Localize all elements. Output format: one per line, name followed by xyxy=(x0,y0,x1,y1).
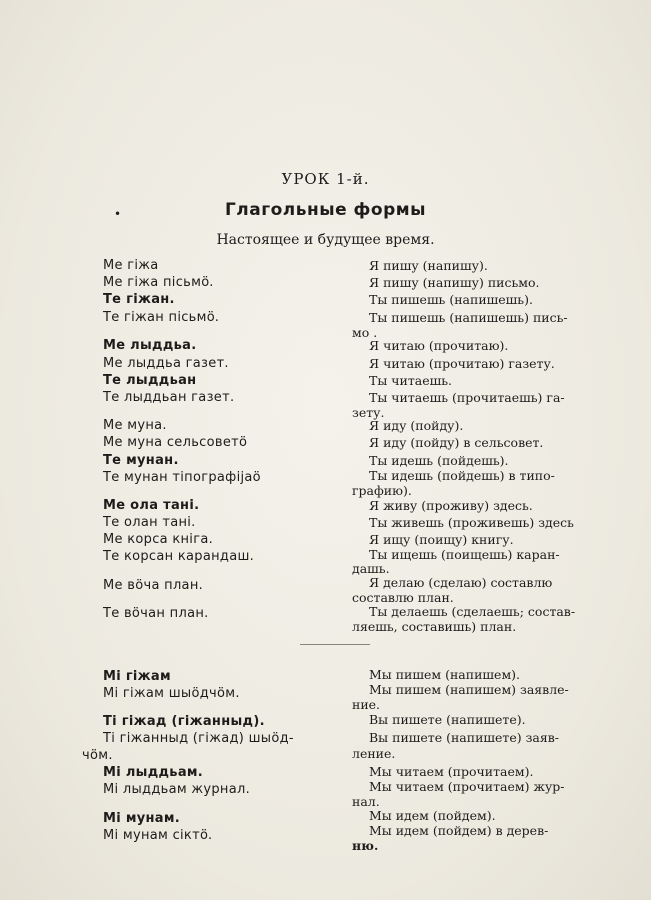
russian-line: Вы пишете (напишете) заяв- xyxy=(369,730,559,745)
russian-line: Я ищу (поищу) книгу. xyxy=(369,532,514,547)
russian-line: Я живу (проживу) здесь. xyxy=(369,498,533,513)
russian-line: мо . xyxy=(352,325,378,340)
russian-line: Ты ищешь (поищешь) каран- xyxy=(369,547,560,562)
russian-line: Я иду (пойду). xyxy=(369,418,464,433)
komi-line: чöм. xyxy=(82,748,113,763)
komi-line: Те лыддьан газет. xyxy=(103,390,235,405)
komi-line: Те гіжан. xyxy=(103,292,175,307)
russian-line: Я пишу (напишу) письмо. xyxy=(369,275,540,290)
lesson-heading: УРОК 1-й. xyxy=(281,170,370,188)
russian-line: Мы идем (пойдем). xyxy=(369,808,496,823)
russian-line: Ты пишешь (напишешь). xyxy=(369,292,533,307)
russian-line: нал. xyxy=(352,794,380,809)
komi-line: Ме муна. xyxy=(103,418,167,433)
russian-line: Мы пишем (напишем) заявле- xyxy=(369,682,569,697)
komi-line: Мі гіжам шыöдчöм. xyxy=(103,686,240,701)
russian-line: ляешь, составишь) план. xyxy=(352,619,517,634)
komi-line: Ме вöча план. xyxy=(103,578,204,593)
russian-line: Ты идешь (пойдешь) в типо- xyxy=(369,468,555,483)
komi-line: Ме гіжа xyxy=(103,258,159,273)
komi-line: Ме лыддьа газет. xyxy=(103,356,229,371)
komi-line: Ме гіжа пісьмö. xyxy=(103,275,214,290)
komi-line: Те лыддьан xyxy=(103,373,197,388)
komi-line: Те олан тані. xyxy=(103,515,196,530)
russian-line: ние. xyxy=(352,697,381,712)
section-title: Глагольные формы xyxy=(224,200,427,220)
russian-line: Ты пишешь (напишешь) пись- xyxy=(369,310,568,325)
komi-line: Ме лыддьа. xyxy=(103,338,197,353)
russian-line: Я читаю (прочитаю). xyxy=(369,338,509,353)
russian-line: дашь. xyxy=(352,561,390,576)
komi-line: Те мунан. xyxy=(103,453,179,468)
komi-line: Мі лыддьам журнал. xyxy=(103,782,251,797)
russian-line: ление. xyxy=(352,746,396,761)
komi-line: Мі мунам сіктö. xyxy=(103,828,213,843)
komi-line: Мі гіжам xyxy=(103,669,171,684)
komi-line: Мі лыддьам. xyxy=(103,765,204,780)
russian-line: Мы пишем (напишем). xyxy=(369,667,521,682)
komi-line: Ме муна сельсоветö xyxy=(103,435,248,450)
russian-line: Я делаю (сделаю) составлю xyxy=(369,575,553,590)
russian-line: Ты идешь (пойдешь). xyxy=(369,453,509,468)
russian-line: Мы читаем (прочитаем). xyxy=(369,764,534,779)
russian-line: составлю план. xyxy=(352,590,454,605)
russian-line: ню. xyxy=(352,838,379,853)
komi-line: Те мунан тiпографiјаö xyxy=(103,470,261,485)
komi-line: Ті гіжанныд (гіжад) шыöд- xyxy=(103,731,294,746)
komi-line: Те вöчан план. xyxy=(103,606,209,621)
section-divider xyxy=(300,644,370,645)
bullet-mark: • xyxy=(114,207,122,221)
russian-line: Вы пишете (напишете). xyxy=(369,712,526,727)
komi-line: Ті гіжад (гіжанныд). xyxy=(103,714,265,729)
komi-line: Ме корса кніга. xyxy=(103,532,214,547)
section-subtitle: Настоящее и будущее время. xyxy=(216,232,435,248)
komi-line: Ме ола тані. xyxy=(103,498,200,513)
russian-line: Ты читаешь (прочитаешь) га- xyxy=(369,390,565,405)
russian-line: Ты читаешь. xyxy=(369,373,453,388)
russian-line: Мы читаем (прочитаем) жур- xyxy=(369,779,565,794)
russian-line: Я пишу (напишу). xyxy=(369,258,488,273)
russian-line: Ты живешь (проживешь) здесь xyxy=(369,515,574,530)
russian-line: Я читаю (прочитаю) газету. xyxy=(369,356,555,371)
russian-line: графию). xyxy=(352,483,412,498)
komi-line: Мі мунам. xyxy=(103,811,181,826)
russian-line: Мы идем (пойдем) в дерев- xyxy=(369,823,549,838)
komi-line: Те гіжан пісьмö. xyxy=(103,310,220,325)
komi-line: Те корсан карандаш. xyxy=(103,549,255,564)
russian-line: зету. xyxy=(352,405,385,420)
russian-line: Я иду (пойду) в сельсовет. xyxy=(369,435,544,450)
russian-line: Ты делаешь (сделаешь; состав- xyxy=(369,604,576,619)
